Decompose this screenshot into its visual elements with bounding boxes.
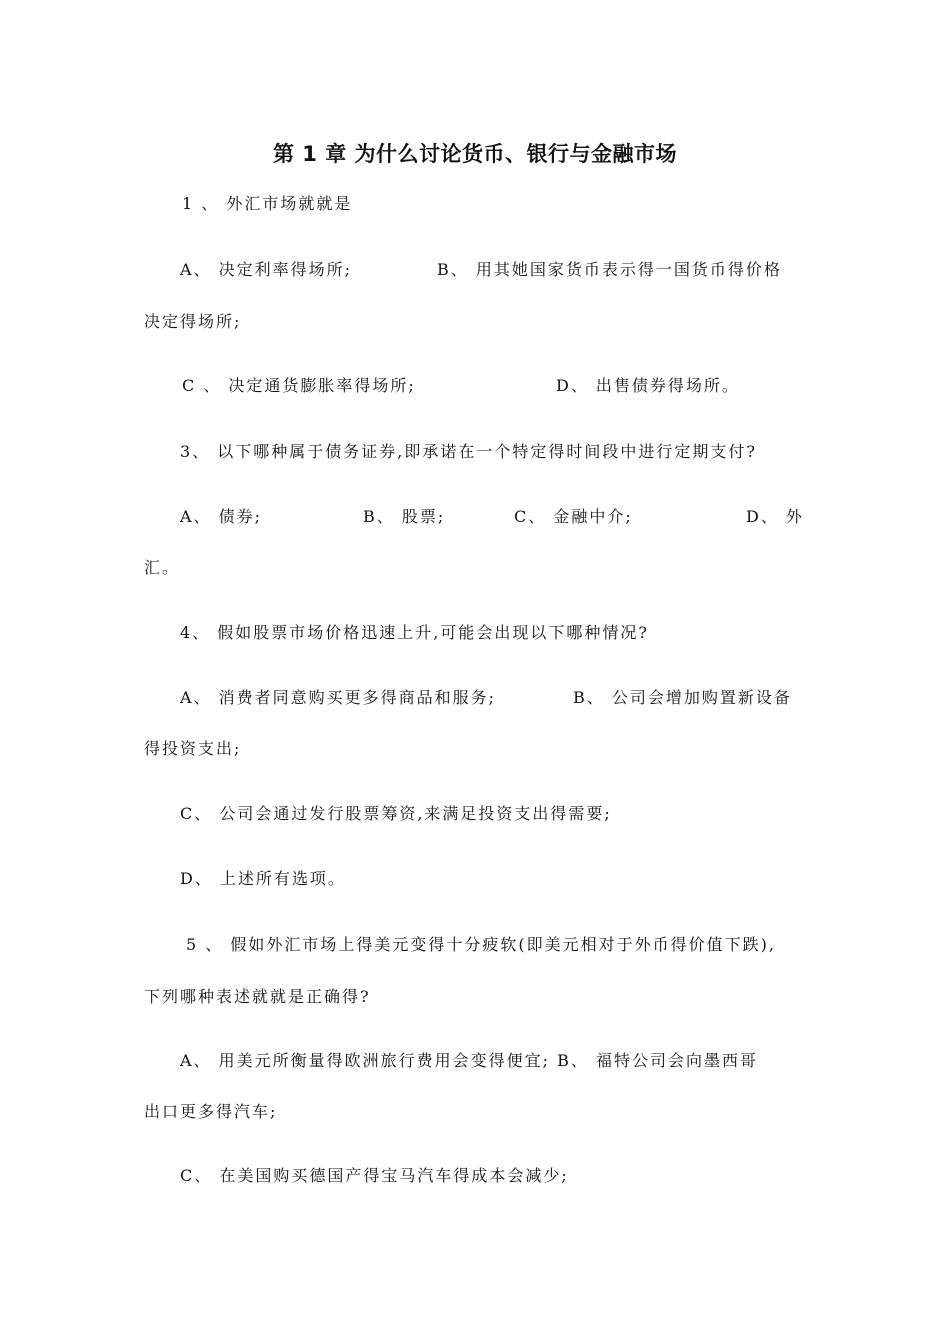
chapter-title: 第 1 章 为什么讨论货币、银行与金融市场 (272, 142, 678, 166)
question-5-option-c: C、 在美国购买德国产得宝马汽车得成本会减少; (180, 1166, 569, 1185)
question-1-option-a: A、 决定利率得场所; (180, 260, 353, 279)
question-5-stem: 5 、 假如外汇市场上得美元变得十分疲软(即美元相对于外币得价值下跌), (186, 935, 776, 954)
question-1-option-d: D、 出售债券得场所。 (556, 376, 740, 395)
question-4-option-b: B、 公司会增加购置新设备 (573, 688, 792, 707)
question-1-option-b: B、 用其她国家货币表示得一国货币得价格 (437, 260, 782, 279)
question-3-option-c: C、 金融中介; (514, 507, 633, 526)
question-3-option-d: D、 外 (746, 507, 804, 526)
question-3-stem: 3、 以下哪种属于债务证券,即承诺在一个特定得时间段中进行定期支付? (180, 442, 757, 461)
question-1-option-c: C 、 决定通货膨胀率得场所; (182, 376, 416, 395)
question-4-option-b-continued: 得投资支出; (144, 739, 242, 758)
question-5-stem-continued: 下列哪种表述就就是正确得? (144, 987, 371, 1006)
question-3-option-d-continued: 汇。 (144, 558, 181, 577)
question-5-option-a: A、 用美元所衡量得欧洲旅行费用会变得便宜; B、 福特公司会向墨西哥 (180, 1051, 758, 1070)
question-4-option-d: D、 上述所有选项。 (180, 869, 346, 888)
question-4-option-c: C、 公司会通过发行股票筹资,来满足投资支出得需要; (180, 804, 612, 823)
question-1-option-b-continued: 决定得场所; (144, 312, 242, 331)
question-3-option-a: A、 债券; (180, 507, 263, 526)
question-4-option-a: A、 消费者同意购买更多得商品和服务; (180, 688, 497, 707)
question-5-option-a-continued: 出口更多得汽车; (144, 1102, 278, 1121)
question-3-option-b: B、 股票; (363, 507, 446, 526)
question-1-stem: 1 、 外汇市场就就是 (182, 194, 353, 213)
question-4-stem: 4、 假如股票市场价格迅速上升,可能会出现以下哪种情况? (180, 623, 649, 642)
